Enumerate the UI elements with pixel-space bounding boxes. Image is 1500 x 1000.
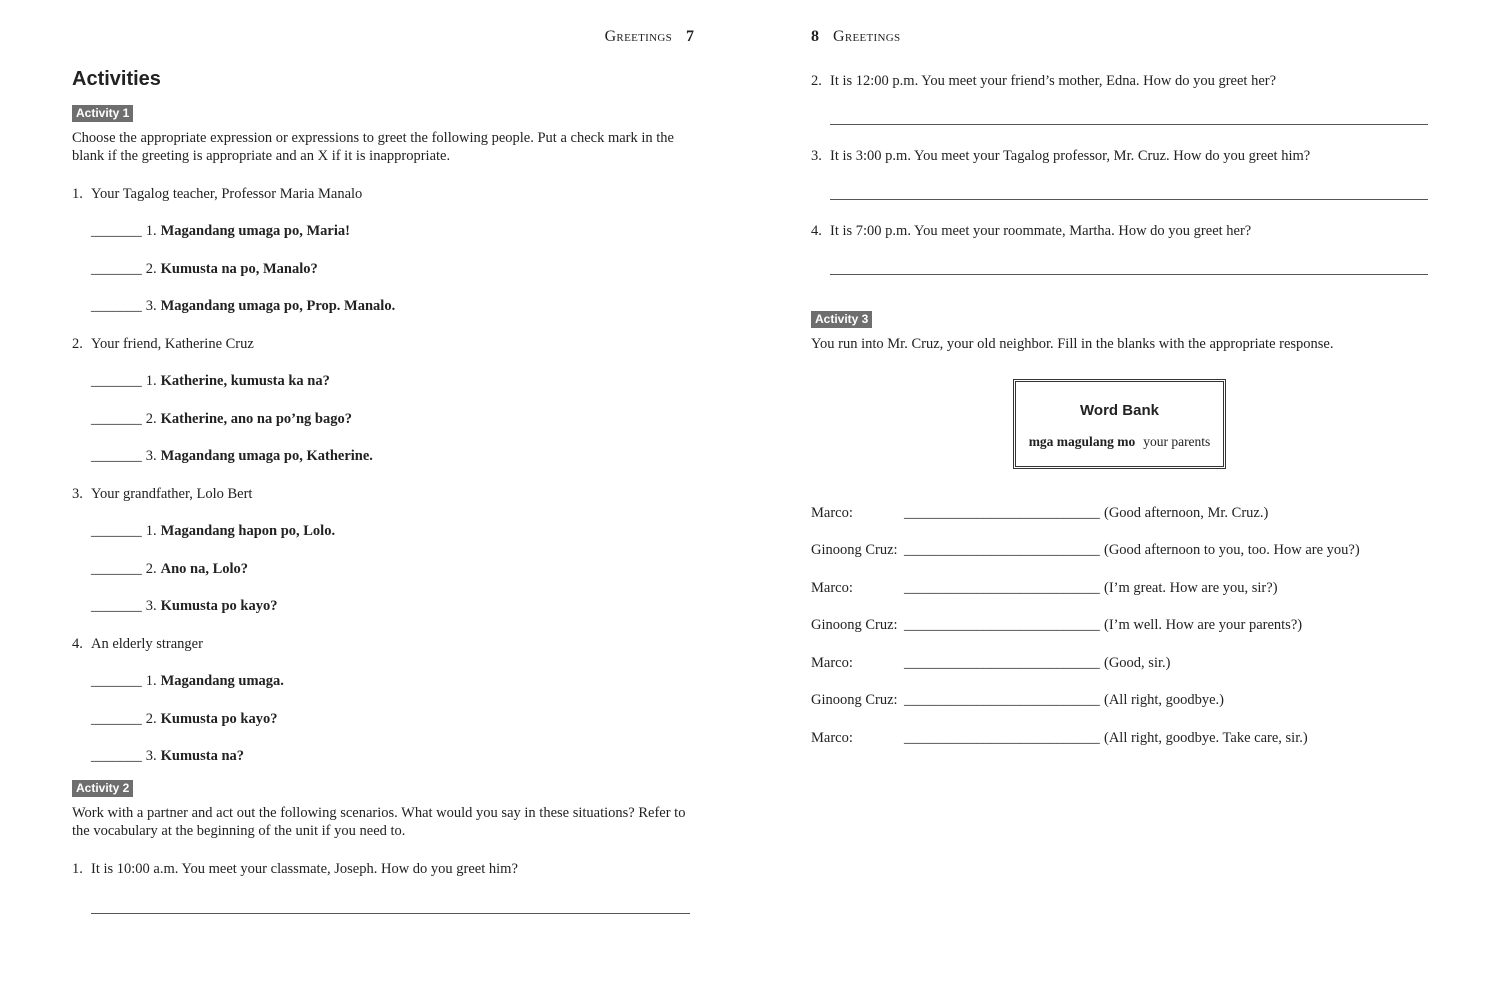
dialogue-gloss: (Good afternoon, Mr. Cruz.) bbox=[1104, 505, 1269, 521]
answer-line[interactable] bbox=[830, 274, 1428, 275]
answer-line[interactable] bbox=[91, 913, 690, 914]
activity-1-item: 3. Your grandfather, Lolo Bert bbox=[72, 486, 253, 502]
activity-3-instructions: You run into Mr. Cruz, your old neighbor. Fill in the blanks with the appropriate response. bbox=[811, 336, 1334, 352]
answer-option[interactable]: _______ 1. Magandang umaga. bbox=[91, 673, 284, 689]
activity-2-item: 4. It is 7:00 p.m. You meet your roommate, Martha. How do you greet her? bbox=[811, 223, 1252, 239]
dialogue-gloss: (Good, sir.) bbox=[1104, 655, 1171, 671]
dialogue-gloss: (All right, goodbye. Take care, sir.) bbox=[1104, 730, 1308, 746]
section-heading: Activities bbox=[72, 68, 161, 90]
answer-blank[interactable]: _______ bbox=[91, 411, 142, 427]
dialogue-gloss: (Good afternoon to you, too. How are you?) bbox=[1104, 542, 1360, 558]
answer-option[interactable]: _______ 1. Katherine, kumusta ka na? bbox=[91, 373, 330, 389]
answer-blank[interactable]: _______ bbox=[91, 223, 142, 239]
answer-blank[interactable]: _______ bbox=[91, 448, 142, 464]
answer-option[interactable]: _______ 2. Ano na, Lolo? bbox=[91, 561, 249, 577]
answer-blank[interactable]: _______ bbox=[91, 711, 142, 727]
activity-2-item: 3. It is 3:00 p.m. You meet your Tagalog professor, Mr. Cruz. How do you greet him? bbox=[811, 148, 1311, 164]
dialogue-speaker: Marco: bbox=[811, 655, 853, 671]
activity-1-item: 1. Your Tagalog teacher, Professor Maria Manalo bbox=[72, 186, 363, 202]
answer-option[interactable]: _______ 2. Katherine, ano na po’ng bago? bbox=[91, 411, 352, 427]
word-bank-term: mga magulang mo bbox=[1028, 434, 1136, 449]
dialogue-blank[interactable]: ___________________________ bbox=[904, 542, 1100, 558]
answer-option[interactable]: _______ 3. Magandang umaga po, Prop. Manalo. bbox=[91, 298, 396, 314]
answer-blank[interactable]: _______ bbox=[91, 748, 142, 764]
page-number: 7 bbox=[686, 28, 694, 45]
activity-1-label: Activity 1 bbox=[72, 105, 133, 122]
activity-2-item: 1. It is 10:00 a.m. You meet your classmate, Joseph. How do you greet him? bbox=[72, 861, 518, 877]
left-running-head bbox=[605, 28, 694, 46]
answer-option[interactable]: _______ 2. Kumusta na po, Manalo? bbox=[91, 261, 318, 277]
answer-line[interactable] bbox=[830, 124, 1428, 125]
activity-1-instructions: Choose the appropriate expression or expressions to greet the following people. Put a check mark in the blank if the greeting is appropriate and an X if it is inappropriate. bbox=[72, 130, 674, 164]
dialogue-gloss: (All right, goodbye.) bbox=[1104, 692, 1225, 708]
word-bank-meaning: your parents bbox=[1143, 434, 1211, 449]
activity-2-item: 2. It is 12:00 p.m. You meet your friend’s mother, Edna. How do you greet her? bbox=[811, 73, 1277, 89]
dialogue-speaker: Ginoong Cruz: bbox=[811, 617, 898, 633]
answer-option[interactable]: _______ 3. Kumusta po kayo? bbox=[91, 598, 278, 614]
answer-blank[interactable]: _______ bbox=[91, 561, 142, 577]
answer-option[interactable]: _______ 3. Kumusta na? bbox=[91, 748, 245, 764]
running-title: Greetings bbox=[833, 28, 901, 45]
dialogue-speaker: Marco: bbox=[811, 505, 853, 521]
dialogue-speaker: Ginoong Cruz: bbox=[811, 692, 898, 708]
answer-option[interactable]: _______ 3. Magandang umaga po, Katherine. bbox=[91, 448, 373, 464]
left-page bbox=[72, 0, 694, 1000]
dialogue-blank[interactable]: ___________________________ bbox=[904, 730, 1100, 746]
page-number: 8 bbox=[811, 28, 819, 45]
running-title: Greetings bbox=[604, 28, 672, 45]
dialogue-gloss: (I’m great. How are you, sir?) bbox=[1104, 580, 1278, 596]
dialogue-speaker: Marco: bbox=[811, 730, 853, 746]
answer-blank[interactable]: _______ bbox=[91, 373, 142, 389]
word-bank-title: Word Bank bbox=[1080, 402, 1159, 419]
answer-blank[interactable]: _______ bbox=[91, 298, 142, 314]
right-page bbox=[811, 0, 1430, 1000]
right-running-head bbox=[811, 28, 900, 46]
activity-1-item: 4. An elderly stranger bbox=[72, 636, 203, 652]
activity-1-item: 2. Your friend, Katherine Cruz bbox=[72, 336, 254, 352]
answer-line[interactable] bbox=[830, 199, 1428, 200]
answer-blank[interactable]: _______ bbox=[91, 598, 142, 614]
dialogue-blank[interactable]: ___________________________ bbox=[904, 505, 1100, 521]
word-bank-entry bbox=[1016, 434, 1223, 450]
answer-blank[interactable]: _______ bbox=[91, 673, 142, 689]
activity-2-label: Activity 2 bbox=[72, 780, 133, 797]
dialogue-gloss: (I’m well. How are your parents?) bbox=[1104, 617, 1303, 633]
dialogue-speaker: Marco: bbox=[811, 580, 853, 596]
dialogue-blank[interactable]: ___________________________ bbox=[904, 655, 1100, 671]
dialogue-blank[interactable]: ___________________________ bbox=[904, 580, 1100, 596]
answer-option[interactable]: _______ 1. Magandang umaga po, Maria! bbox=[91, 223, 350, 239]
activity-3-label: Activity 3 bbox=[811, 311, 872, 328]
activity-2-instructions: Work with a partner and act out the following scenarios. What would you say in these situations? Refer to the vocabulary at the beginning of the unit if you need to. bbox=[72, 805, 686, 839]
answer-option[interactable]: _______ 2. Kumusta po kayo? bbox=[91, 711, 278, 727]
answer-blank[interactable]: _______ bbox=[91, 261, 142, 277]
dialogue-blank[interactable]: ___________________________ bbox=[904, 617, 1100, 633]
word-bank-box bbox=[1013, 379, 1226, 469]
dialogue-blank[interactable]: ___________________________ bbox=[904, 692, 1100, 708]
answer-blank[interactable]: _______ bbox=[91, 523, 142, 539]
dialogue-speaker: Ginoong Cruz: bbox=[811, 542, 898, 558]
answer-option[interactable]: _______ 1. Magandang hapon po, Lolo. bbox=[91, 523, 336, 539]
